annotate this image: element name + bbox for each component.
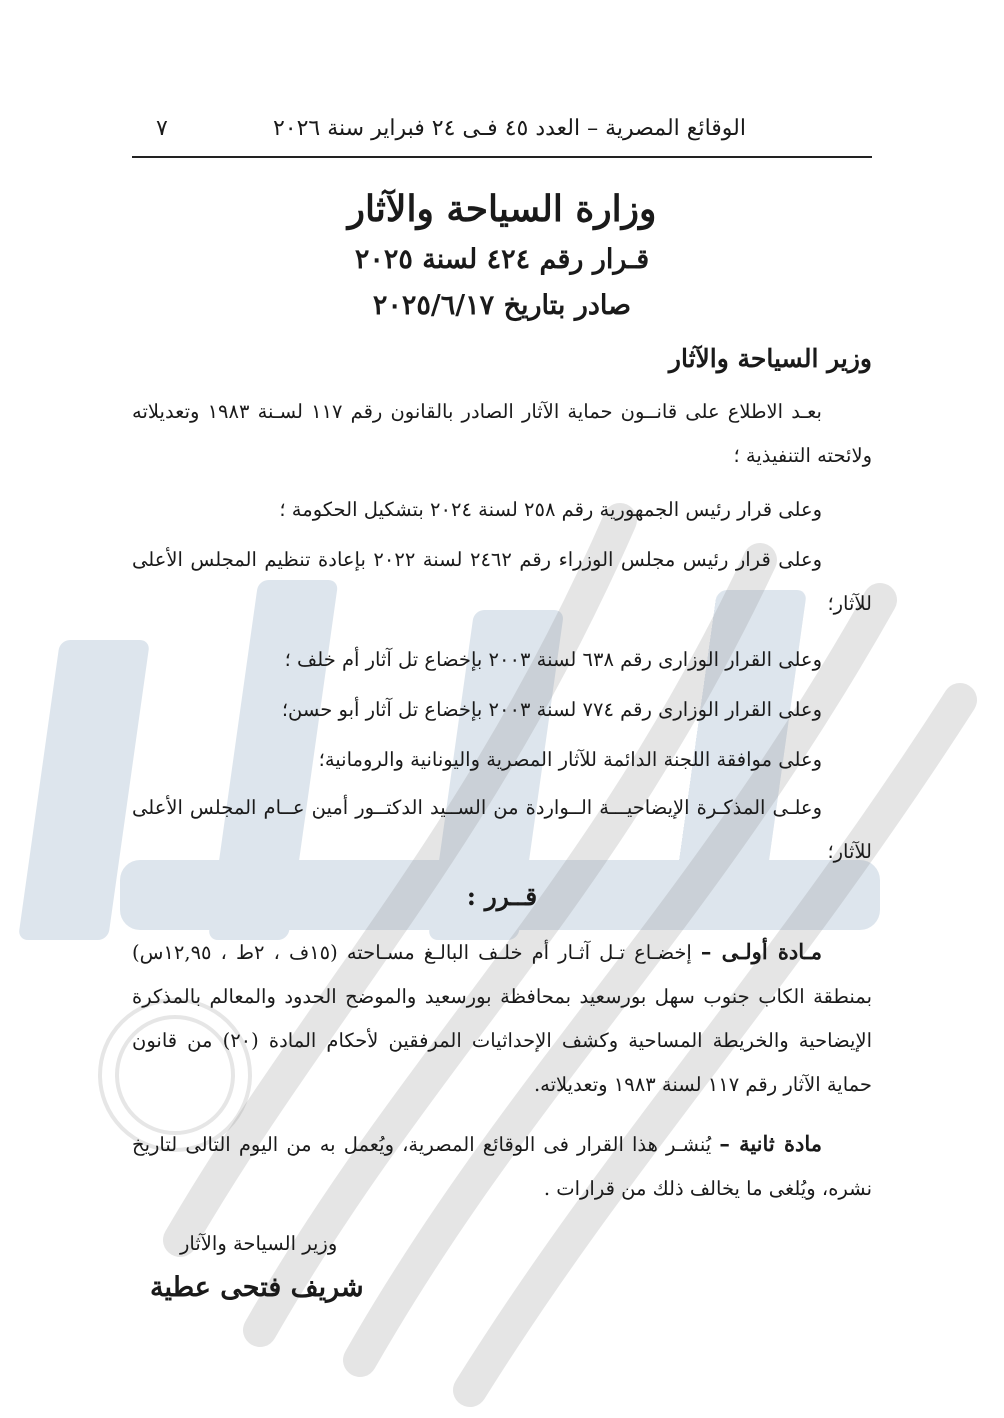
article-2 [132,1122,872,1211]
signature-title: وزير السياحة والآثار [180,1232,338,1255]
page-number: ٧ [156,116,168,141]
article-2-text: يُنشـر هذا القرار فى الوقائع المصرية، ويُعمل به من اليوم التالى لتاريخ نشره، ويُلغى ما يخالف ذلك من قرارات . [132,1133,872,1200]
decree-date: صادر بتاريخ ٢٠٢٥/٦/١٧ [372,290,632,321]
preamble-paragraph: وعلى القرار الوزارى رقم ٦٣٨ لسنة ٢٠٠٣ بإخضاع تل آثار أم خلف ؛ [284,648,822,671]
article-1-text: إخضـاع تـل آثـار أم خلـف البالـغ مسـاحته (١٥ف ، ٢ط ، ١٢,٩٥س) بمنطقة الكاب جنوب سهل بورسعيد بمحافظة بورسعيد والموضح الحدود والمعالم بالمذكرة الإيضاحية والخريطة المساحية وكشف الإحداثيات المرفقين لأحكام المادة (٢٠) من قانون حماية الآثار رقم ١١٧ لسنة ١٩٨٣ وتعديلاته. [132,941,872,1096]
decree-number: قـرار رقم ٤٢٤ لسنة ٢٠٢٥ [354,244,650,275]
preamble-paragraph: وعلـى المذكـرة الإيضاحيـــة الــواردة من الســيد الدكتــور أمين عــام المجلس الأعلى للآثار؛ [132,796,872,863]
preamble-paragraph: وعلى قرار رئيس مجلس الوزراء رقم ٢٤٦٢ لسنة ٢٠٢٢ بإعادة تنظيم المجلس الأعلى للآثار؛ [132,548,872,615]
decided-heading: قــرر : [466,882,538,911]
signature-name: شريف فتحى عطية [150,1272,364,1303]
minister-heading: وزير السياحة والآثار [668,344,872,373]
article-1-label: مـادة أولـى – [700,939,822,964]
preamble-paragraph: وعلى القرار الوزارى رقم ٧٧٤ لسنة ٢٠٠٣ بإخضاع تل آثار أبو حسن؛ [281,698,822,721]
article-2-label: مادة ثانية – [719,1131,822,1156]
preamble-paragraph: بعـد الاطلاع على قانــون حماية الآثار الصادر بالقانون رقم ١١٧ لسـنة ١٩٨٣ وتعديلاته ولائحته التنفيذية ؛ [132,400,872,467]
article-1 [132,930,872,1107]
page-header [132,112,872,158]
ministry-title: وزارة السياحة والآثار [347,188,657,230]
preamble-paragraph: وعلى موافقة اللجنة الدائمة للآثار المصرية واليونانية والرومانية؛ [318,748,822,771]
header-title: الوقائع المصرية – العدد ٤٥ فـى ٢٤ فبراير سنة ٢٠٢٦ [272,116,746,141]
preamble-paragraph: وعلى قرار رئيس الجمهورية رقم ٢٥٨ لسنة ٢٠٢٤ بتشكيل الحكومة ؛ [279,498,822,521]
